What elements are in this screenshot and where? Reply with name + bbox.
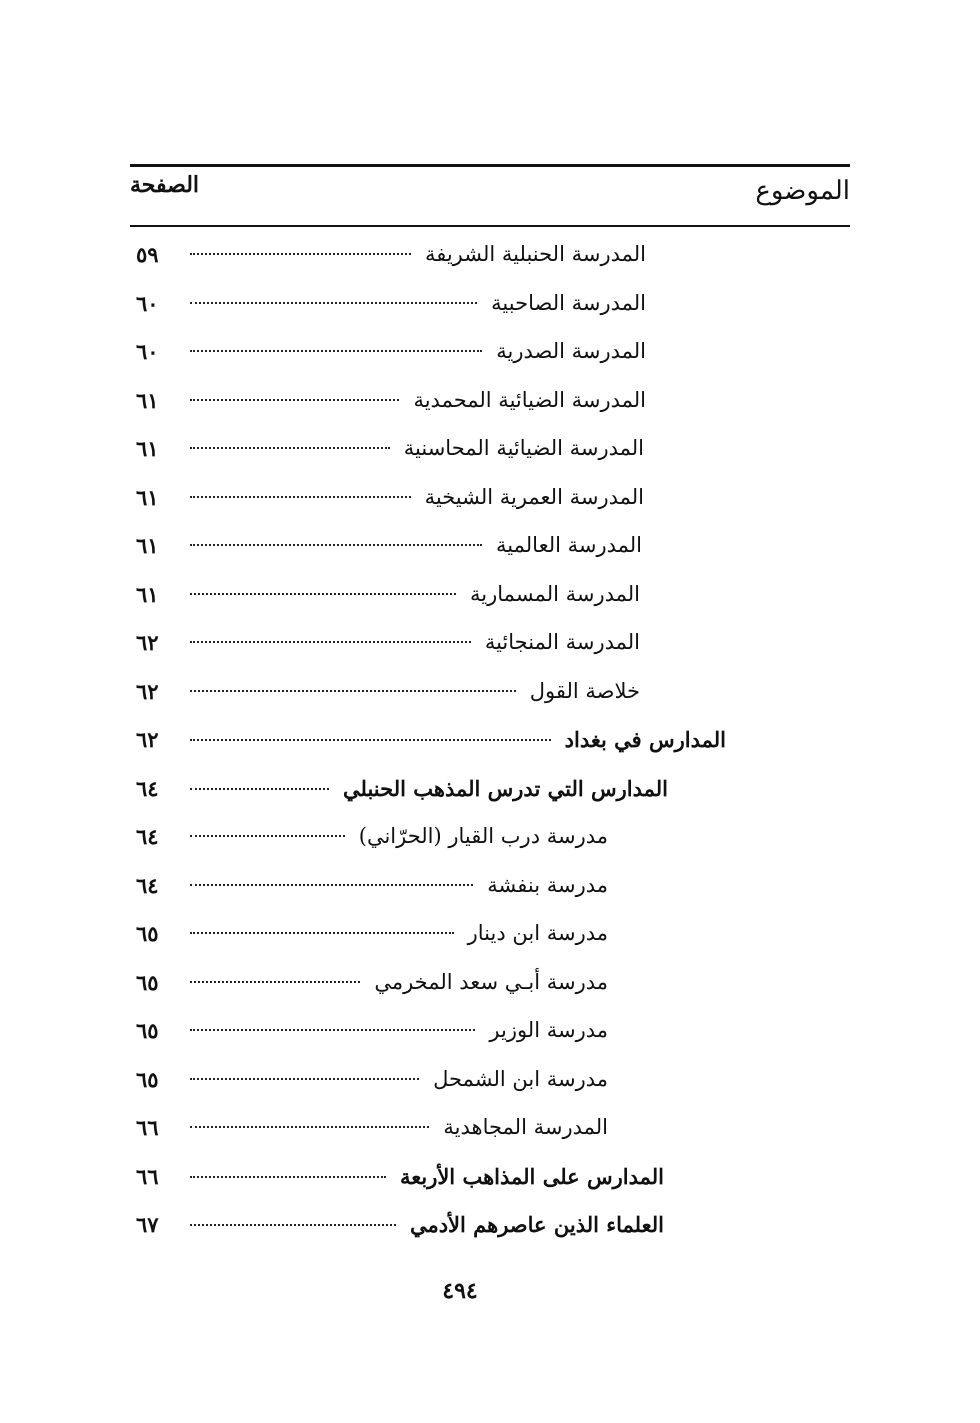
dot-leader: [190, 399, 399, 401]
toc-entry-title: مدرسة أبـي سعد المخرمي: [374, 969, 608, 994]
toc-entry: [130, 1202, 730, 1251]
page-number: ٤٩٤: [442, 1278, 478, 1304]
toc-page-number: ٦٦: [136, 1163, 159, 1189]
toc-entry: [130, 232, 730, 281]
toc-page-number: ٦٥: [136, 1018, 159, 1043]
toc-entry: [130, 1105, 730, 1154]
toc-entry: [130, 329, 730, 378]
toc-entry: [130, 475, 730, 524]
toc-entry-title: مدرسة ابن دينار: [467, 921, 608, 945]
toc-entry-title: المدرسة العمرية الشيخية: [424, 484, 644, 509]
toc-entry: [130, 814, 730, 863]
dot-leader: [190, 253, 411, 255]
toc-page-number: ٥٩: [136, 242, 159, 267]
toc-entry: [130, 523, 730, 572]
toc-entry: [130, 766, 730, 815]
toc-entry-title: المدرسة الصاحبية: [491, 290, 646, 315]
toc-page-number: ٦٦: [136, 1115, 159, 1140]
toc-entry-title: المدارس في بغداد: [564, 727, 726, 752]
dot-leader: [190, 1078, 419, 1080]
toc-entry-title: مدرسة درب القيار (الحرّاني): [358, 824, 608, 848]
toc-entry-title: المدرسة المجاهدية: [443, 1115, 608, 1139]
dot-leader: [190, 788, 329, 790]
toc-page-number: ٦٥: [136, 1066, 159, 1092]
toc-entry-title: المدرسة العالمية: [496, 533, 642, 557]
toc-page-number: ٦٠: [136, 339, 159, 364]
dot-leader: [190, 1029, 475, 1031]
toc-entry-title: المدرسة الحنبلية الشريفة: [424, 242, 646, 266]
header-bottom-rule: [130, 225, 850, 227]
toc-entry: [130, 620, 730, 669]
toc-entry: [130, 1008, 730, 1057]
dot-leader: [190, 593, 456, 595]
toc-entry: [130, 572, 730, 621]
toc-page-number: ٦١: [136, 484, 159, 510]
dot-leader: [190, 884, 473, 886]
toc-entry: [130, 1057, 730, 1106]
toc-entry-title: خلاصة القول: [529, 678, 640, 703]
dot-leader: [190, 302, 477, 304]
dot-leader: [190, 1224, 396, 1226]
toc-page-number: ٦٥: [136, 921, 159, 946]
toc-entry: [130, 669, 730, 718]
dot-leader: [190, 932, 454, 934]
toc-entry-title: المدارس التي تدرس المذهب الحنبلي: [343, 775, 668, 801]
toc-entry-title: المدرسة المنجائية: [484, 630, 640, 654]
toc-entry-title: مدرسة ابن الشمحل: [433, 1066, 608, 1091]
toc-entry-title: مدرسة بنفشة: [487, 872, 608, 897]
dot-leader: [190, 981, 360, 983]
toc-page-number: ٦٧: [136, 1212, 159, 1237]
page-column-header: الصفحة: [130, 172, 200, 198]
toc-page-number: ٦١: [136, 436, 159, 461]
toc-entry-title: المدارس على المذاهب الأربعة: [399, 1163, 664, 1189]
toc-entry-title: مدرسة الوزير: [489, 1018, 608, 1042]
toc-entry: [130, 863, 730, 912]
toc-page-number: ٦٤: [136, 775, 159, 801]
toc-entry-title: العلماء الذين عاصرهم الأدمي: [409, 1212, 664, 1237]
toc-entry-title: المدرسة الضيائية المحمدية: [413, 387, 646, 412]
dot-leader: [190, 1126, 429, 1128]
toc-page-number: ٦٢: [136, 727, 159, 752]
toc-page-number: ٦١: [136, 387, 159, 413]
toc-page-number: ٦٢: [136, 678, 159, 704]
dot-leader: [190, 1176, 386, 1178]
dot-leader: [190, 739, 551, 741]
dot-leader: [190, 447, 390, 449]
toc-entry: [130, 1154, 730, 1203]
toc-entry: [130, 911, 730, 960]
dot-leader: [190, 641, 471, 643]
dot-leader: [190, 690, 516, 692]
toc-entry: [130, 960, 730, 1009]
table-of-contents: [130, 232, 730, 1251]
toc-page-number: ٦٢: [136, 630, 159, 655]
toc-page-number: ٦٤: [136, 824, 159, 849]
dot-leader: [190, 496, 411, 498]
toc-entry: [130, 717, 730, 766]
toc-entry: [130, 378, 730, 427]
toc-entry: [130, 426, 730, 475]
dot-leader: [190, 835, 345, 837]
toc-page-number: ٦١: [136, 533, 159, 558]
toc-entry-title: المدرسة الضيائية المحاسنية: [403, 436, 644, 460]
dot-leader: [190, 350, 482, 352]
toc-page-number: ٦٠: [136, 290, 159, 316]
header-top-rule: [130, 164, 850, 167]
toc-page-number: ٦١: [136, 581, 159, 607]
toc-entry-title: المدرسة الصدرية: [496, 339, 646, 363]
toc-entry-title: المدرسة المسمارية: [470, 581, 640, 606]
dot-leader: [190, 544, 482, 546]
toc-entry: [130, 281, 730, 330]
toc-page-number: ٦٥: [136, 969, 159, 995]
toc-page-number: ٦٤: [136, 872, 159, 898]
subject-column-header: الموضوع: [755, 176, 850, 206]
